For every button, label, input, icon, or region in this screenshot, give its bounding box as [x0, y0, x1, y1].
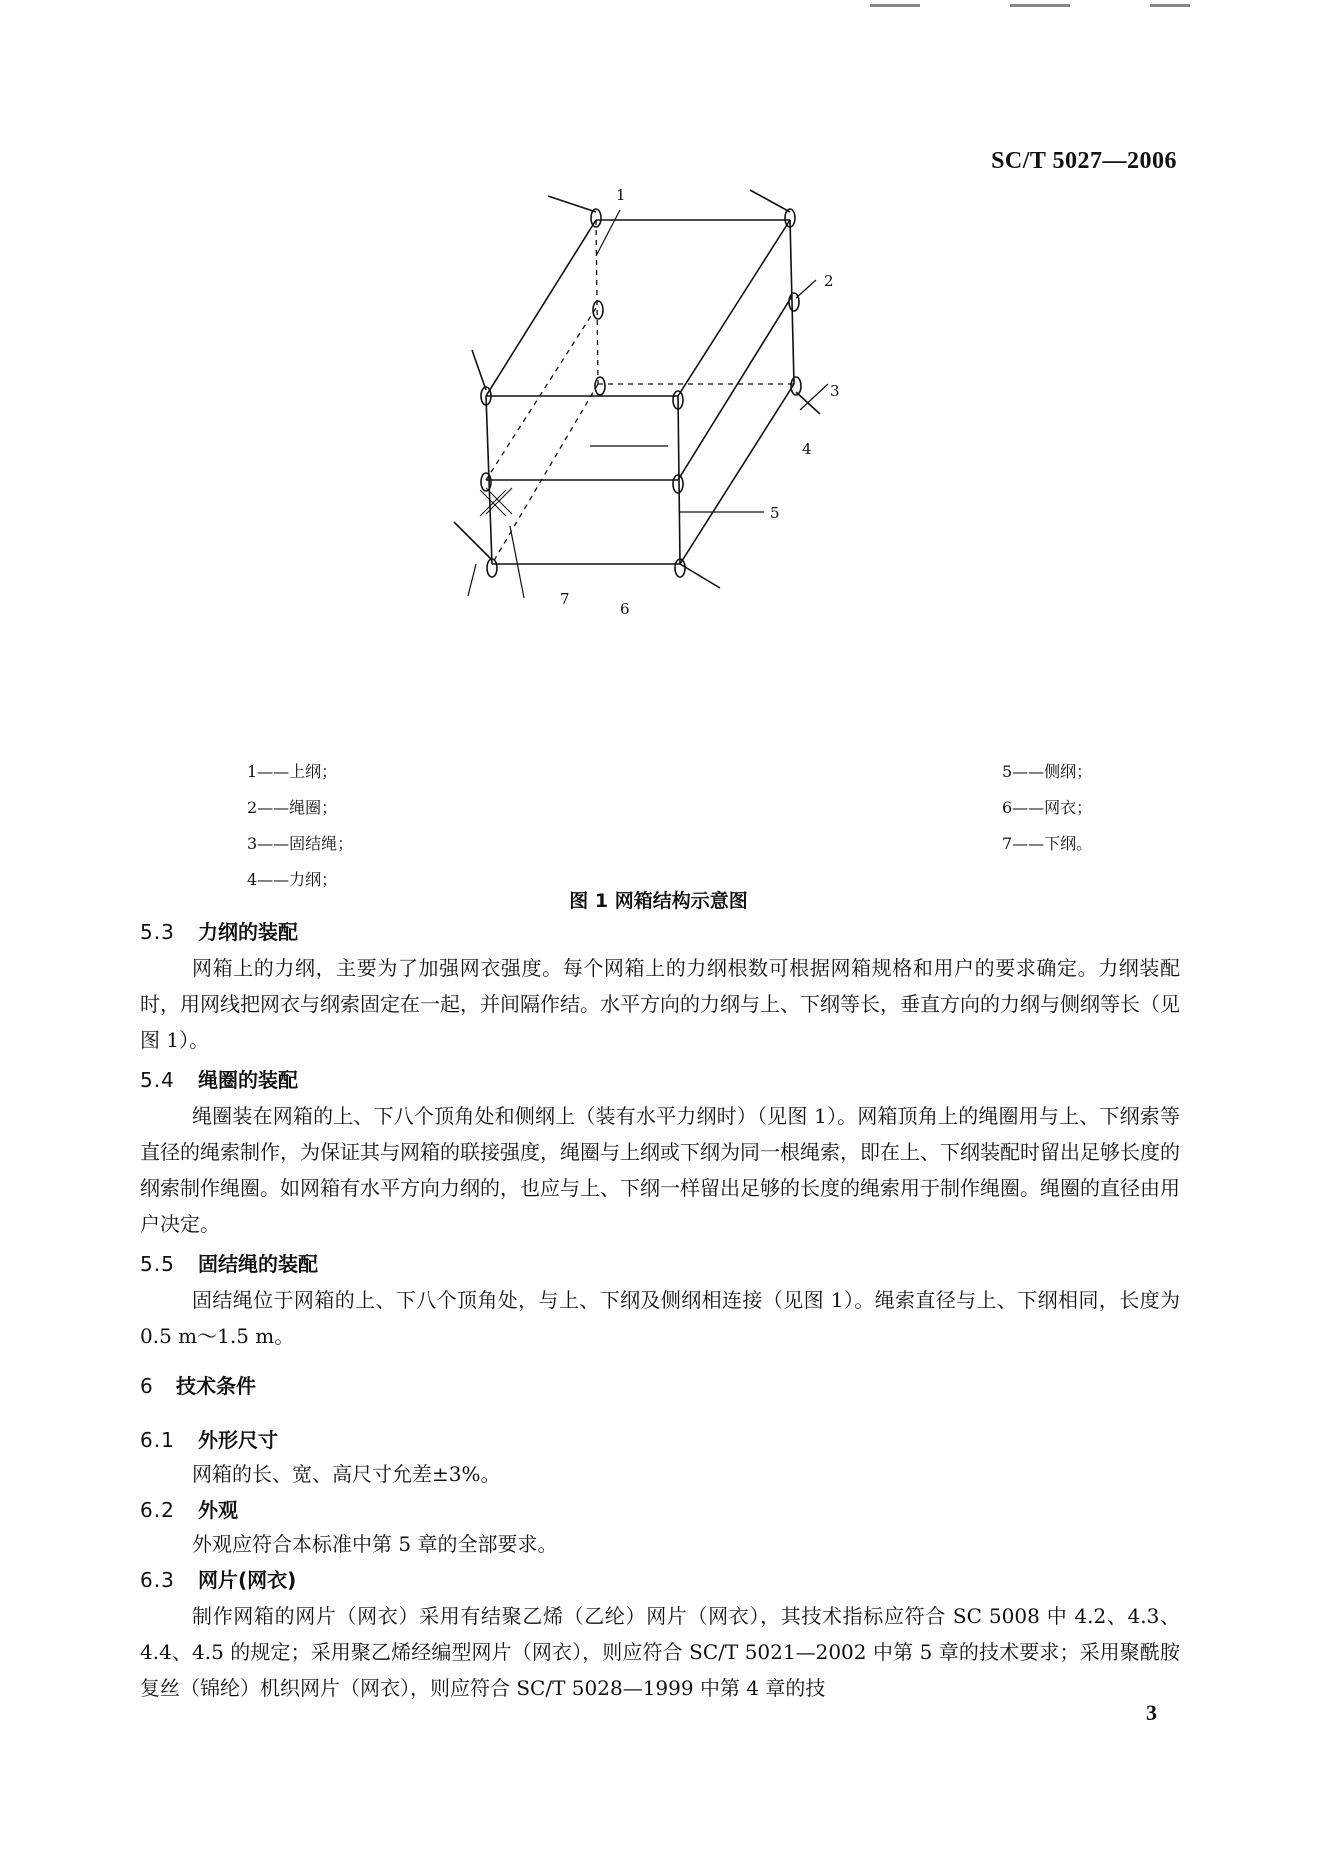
section-heading-5-5 — [140, 1248, 318, 1277]
figure-caption: 图 1 网箱结构示意图 — [569, 890, 748, 912]
section-number: 5.4 — [140, 1068, 175, 1092]
section-body-6-1: 网箱的长、宽、高尺寸允差±3%。 — [192, 1462, 501, 1486]
chapter-heading-6 — [140, 1370, 256, 1399]
section-title: 外观 — [198, 1498, 238, 1522]
hidden-bottom-left-edge — [492, 384, 598, 564]
figure-label-3: 3 — [830, 382, 840, 400]
section-number: 5.5 — [140, 1252, 175, 1276]
standard-code: SC/T 5027—2006 — [991, 148, 1177, 174]
netting-mesh-symbol — [480, 488, 512, 516]
section-body-5-4: 绳圈装在网箱的上、下八个顶角处和侧纲上（装有水平力纲时）（见图 1）。网箱顶角上的绳圈用与上、下纲索等直径的绳索制作，为保证其与网箱的联接强度，绳圈与上纲或下纲为同一根绳索，即在上、下纲装配时留出足够长度的纲索制作绳圈。如网箱有水平方向力纲的，也应与上、下纲一样留出足够的长度的绳索用于制作绳圈。绳圈的直径由用户决定。 — [140, 1104, 1180, 1236]
legend-item: 6——网衣； — [1002, 798, 1093, 817]
tying-rope — [454, 522, 492, 560]
scan-artifact — [870, 4, 920, 7]
section-title: 固结绳的装配 — [198, 1252, 318, 1276]
tying-rope — [750, 190, 790, 212]
scan-artifact — [1150, 4, 1190, 7]
section-body-6-3: 制作网箱的网片（网衣）采用有结聚乙烯（乙纶）网片（网衣），其技术指标应符合 SC 5008 中 4.2、4.3、4.4、4.5 的规定；采用聚乙烯经编型网片（网衣），则应符合 SC/T 5021—2002 中第 5 章的技术要求；采用聚酰胺复丝（锦纶）机织网片（网衣），则应符合 SC/T 5028—1999 中第 4 章的技 — [140, 1604, 1180, 1700]
section-body-5-5: 固结绳位于网箱的上、下八个顶角处，与上、下纲及侧纲相连接（见图 1）。绳索直径与上、下纲相同，长度为 0.5 m～1.5 m。 — [140, 1288, 1180, 1348]
section-heading-6-2 — [140, 1494, 238, 1523]
rope-loop — [789, 293, 799, 311]
figure-label-5: 5 — [770, 504, 780, 522]
leader-line-7 — [468, 564, 476, 596]
chapter-title: 技术条件 — [176, 1374, 256, 1398]
top-left-edge — [486, 220, 596, 396]
section-number: 6.1 — [140, 1428, 175, 1452]
section-title: 网片(网衣) — [198, 1568, 297, 1592]
figure-label-2: 2 — [824, 272, 834, 290]
bottom-right-edge — [680, 384, 794, 564]
hidden-left-strength-rope — [486, 308, 596, 480]
section-title: 绳圈的装配 — [198, 1068, 298, 1092]
section-heading-5-4 — [140, 1064, 298, 1093]
leader-line-3 — [800, 384, 828, 410]
section-body-5-3: 网箱上的力纲，主要为了加强网衣强度。每个网箱上的力纲根数可根据网箱规格和用户的要求确定。力纲装配时，用网线把网衣与纲索固定在一起，并间隔作结。水平方向的力纲与上、下纲等长，垂直方向的力纲与侧纲等长（见图 1）。 — [140, 956, 1180, 1052]
rope-loop — [673, 475, 683, 493]
tying-rope — [548, 196, 596, 212]
top-right-edge — [678, 220, 790, 396]
legend-item: 5——侧纲； — [1002, 762, 1093, 781]
section-title: 外形尺寸 — [198, 1428, 278, 1452]
page-number: 3 — [1146, 1700, 1157, 1725]
section-title: 力纲的装配 — [198, 920, 298, 944]
tying-rope — [680, 564, 720, 588]
figure-legend-left — [247, 754, 353, 898]
scan-artifact — [1010, 4, 1070, 7]
section-number: 6.3 — [140, 1568, 175, 1592]
section-heading-6-3 — [140, 1564, 296, 1593]
net-cage-structure-figure — [430, 186, 850, 740]
figure-label-4: 4 — [802, 440, 812, 458]
back-right-vertical-edge — [790, 220, 794, 384]
leader-line-6 — [510, 526, 524, 598]
legend-item: 1——上纲； — [247, 762, 338, 781]
legend-item: 3——固结绳； — [247, 834, 354, 853]
figure-legend-right — [1002, 754, 1092, 862]
section-heading-6-1 — [140, 1424, 278, 1453]
figure-label-7: 7 — [560, 590, 570, 608]
chapter-number: 6 — [140, 1374, 154, 1398]
legend-item: 4——力纲； — [247, 870, 338, 889]
section-body-6-2: 外观应符合本标准中第 5 章的全部要求。 — [192, 1532, 558, 1556]
section-heading-5-3 — [140, 916, 298, 945]
figure-label-1: 1 — [616, 186, 626, 204]
section-number: 6.2 — [140, 1498, 175, 1522]
leader-line-1 — [596, 210, 620, 256]
leader-line-2 — [796, 280, 816, 298]
legend-item: 2——绳圈； — [247, 798, 338, 817]
legend-item: 7——下纲。 — [1002, 834, 1093, 853]
section-number: 5.3 — [140, 920, 175, 944]
side-strength-rope — [678, 296, 792, 480]
tying-rope — [472, 350, 486, 390]
figure-label-6: 6 — [620, 600, 630, 618]
